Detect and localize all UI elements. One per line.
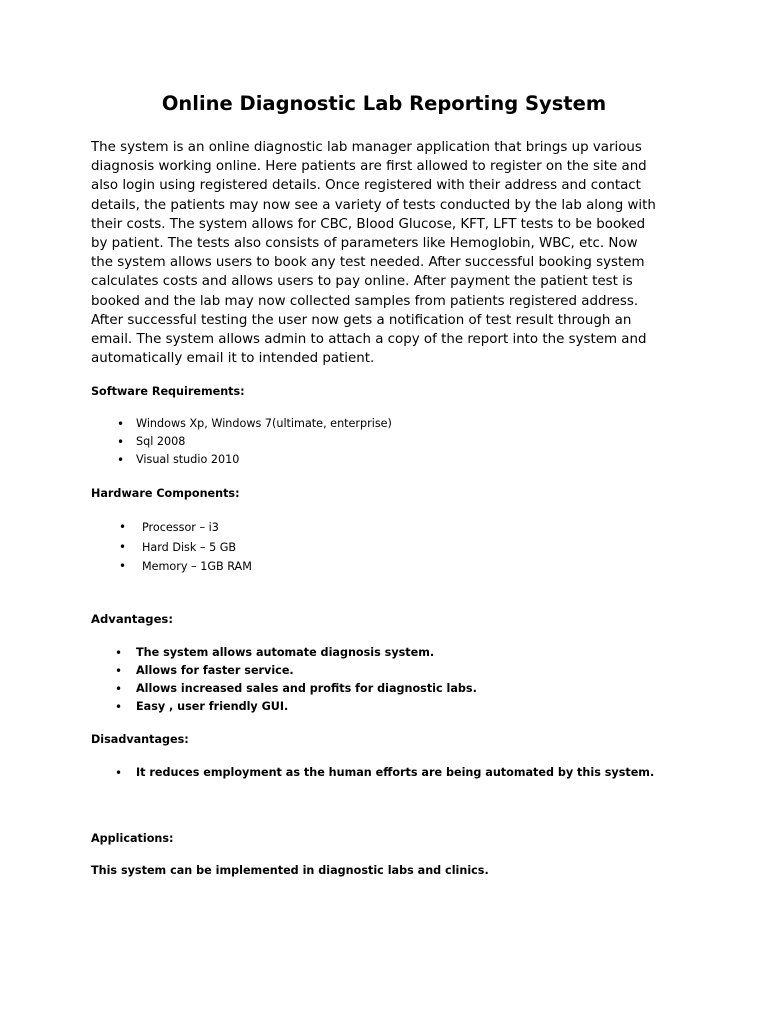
- list-item: [91, 557, 252, 577]
- list-item-text: Visual studio 2010: [136, 453, 240, 466]
- intro-line: the system allows users to book any test needed. After successful booking system: [91, 255, 645, 271]
- disadvantages-list: [91, 764, 654, 782]
- applications-text: This system can be implemented in diagnostic labs and clinics.: [91, 864, 489, 877]
- software-requirements-heading: Software Requirements:: [91, 385, 245, 398]
- intro-line: their costs. The system allows for CBC, Blood Glucose, KFT, LFT tests to be booked: [91, 216, 646, 232]
- intro-paragraph: [91, 138, 681, 368]
- intro-line: also login using registered details. Once registered with their address and contact: [91, 178, 641, 194]
- advantages-list: [91, 644, 477, 716]
- list-item: [91, 538, 252, 558]
- bullet-icon: •: [119, 520, 127, 534]
- list-item-text: Processor – i3: [142, 521, 219, 534]
- bullet-icon: •: [115, 700, 123, 714]
- intro-line: diagnosis working online. Here patients are first allowed to register on the site and: [91, 159, 647, 175]
- advantages-heading: Advantages:: [91, 612, 173, 626]
- list-item: [91, 415, 392, 433]
- list-item-text: Allows increased sales and profits for diagnostic labs.: [136, 682, 477, 695]
- bullet-icon: •: [115, 766, 123, 780]
- bullet-icon: •: [115, 646, 123, 660]
- bullet-icon: •: [119, 539, 127, 554]
- disadvantages-heading: Disadvantages:: [91, 733, 189, 746]
- intro-line: calculates costs and allows users to pay online. After payment the patient test is: [91, 274, 633, 290]
- intro-line: by patient. The tests also consists of parameters like Hemoglobin, WBC, etc. Now: [91, 236, 638, 252]
- list-item-text: Windows Xp, Windows 7(ultimate, enterprise): [136, 417, 392, 430]
- intro-line: booked and the lab may now collected samples from patients registered address.: [91, 293, 639, 309]
- list-item-text: Hard Disk – 5 GB: [142, 540, 237, 554]
- intro-line: After successful testing the user now gets a notification of test result through an: [91, 312, 632, 328]
- list-item-text: Memory – 1GB RAM: [142, 560, 252, 573]
- list-item: [91, 764, 654, 782]
- list-item: [91, 662, 477, 680]
- bullet-icon: •: [115, 682, 123, 696]
- bullet-icon: •: [119, 559, 127, 573]
- software-requirements-list: [91, 415, 392, 469]
- list-item: [91, 433, 392, 451]
- list-item-text: Allows for faster service.: [136, 664, 294, 677]
- bullet-icon: •: [117, 453, 125, 467]
- bullet-icon: •: [117, 435, 125, 449]
- intro-line: details, the patients may now see a variety of tests conducted by the lab along with: [91, 197, 656, 213]
- intro-line: email. The system allows admin to attach a copy of the report into the system and: [91, 332, 647, 348]
- list-item: [91, 644, 477, 662]
- intro-line: automatically email it to intended patient.: [91, 351, 375, 367]
- list-item: [91, 518, 252, 538]
- bullet-icon: •: [115, 664, 123, 678]
- bullet-icon: •: [117, 417, 125, 431]
- list-item-text: Easy , user friendly GUI.: [136, 700, 289, 713]
- list-item-text: The system allows automate diagnosis system.: [136, 646, 435, 659]
- hardware-components-list: [91, 518, 252, 577]
- hardware-components-heading: Hardware Components:: [91, 487, 240, 500]
- list-item: [91, 680, 477, 698]
- intro-line: The system is an online diagnostic lab manager application that brings up various: [91, 140, 642, 155]
- document-title: Online Diagnostic Lab Reporting System: [161, 92, 607, 115]
- list-item-text: It reduces employment as the human efforts are being automated by this system.: [136, 766, 655, 779]
- applications-heading: Applications:: [91, 832, 174, 845]
- list-item: [91, 698, 477, 716]
- list-item-text: Sql 2008: [136, 435, 186, 448]
- list-item: [91, 451, 392, 469]
